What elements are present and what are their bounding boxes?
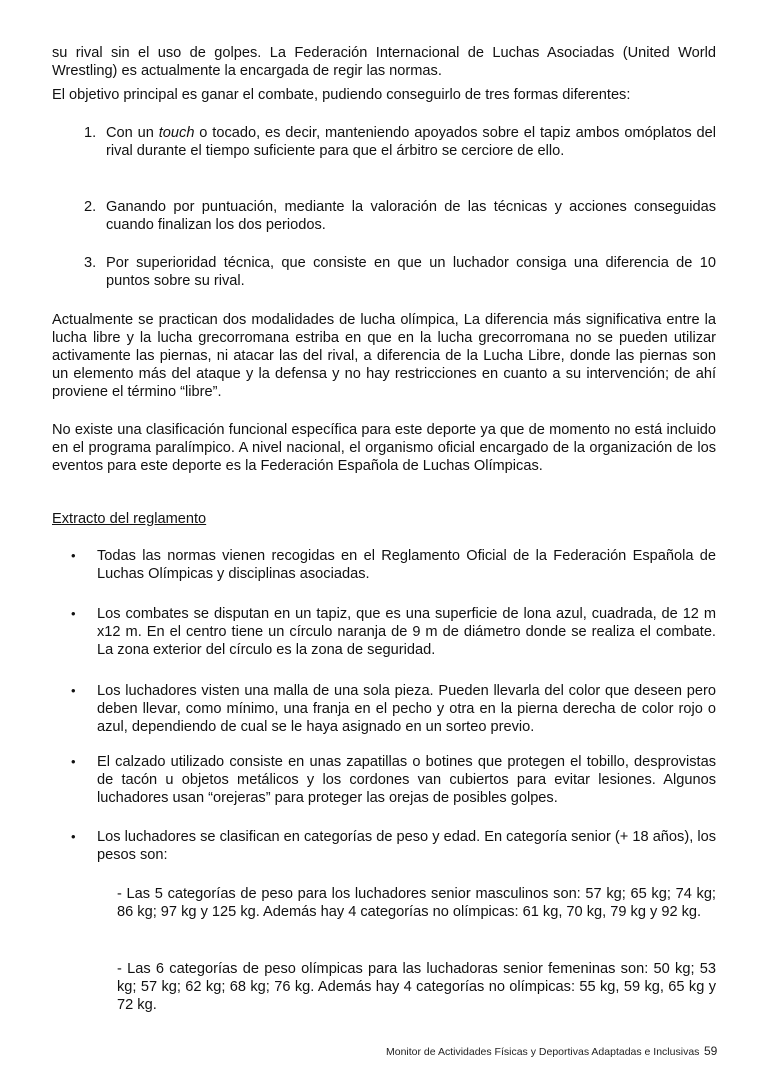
intro-paragraph: su rival sin el uso de golpes. La Federación Internacional de Luchas Asociadas (United World Wrestling) es actualmente la encargada de regir las normas.: [52, 45, 716, 79]
bullet-icon: •: [71, 683, 76, 698]
emphasis-touch: touch: [158, 125, 195, 141]
bullet-icon: •: [71, 754, 76, 769]
bullet-icon: •: [71, 829, 76, 844]
modalities-paragraph: Actualmente se practican dos modalidades de lucha olímpica, La diferencia más significativa entre la lucha libre y la lucha grecorromana estriba en que en la lucha grecorromana no se pueden utilizar activamente las piernas, ni atacar las del rival, a diferencia de la Lucha Libre, donde las piernas son un elemento más del ataque y la defensa y no hay restricciones en cuanto a su intervención; de ahí proviene el término “libre”.: [52, 312, 716, 400]
rule-list-item: [71, 828, 716, 864]
list-number: 1.: [84, 125, 97, 141]
rule-text: Los luchadores visten una malla de una sola pieza. Pueden llevarla del color que deseen pero deben llevar, como mínimo, una franja en el pecho y otra en la pierna derecha de color rojo o azul, dependiendo de cual se le haya asignado en un sorteo previo.: [97, 683, 716, 735]
rule-text: Todas las normas vienen recogidas en el Reglamento Oficial de la Federación Española de Luchas Olímpicas y disciplinas asociadas.: [97, 548, 716, 582]
rule-list-item: [71, 753, 716, 807]
bullet-icon: •: [71, 606, 76, 621]
bullet-icon: •: [71, 548, 76, 563]
list-text-pre: Con un: [106, 125, 159, 141]
ordered-list-item: [84, 254, 716, 290]
weight-category-item: - Las 6 categorías de peso olímpicas para las luchadoras senior femeninas son: 50 kg; 53 kg; 57 kg; 62 kg; 68 kg; 76 kg. Además hay 4 categorías no olímpicas: 55 kg, 59 kg, 65 kg y 72 kg.: [117, 961, 716, 1013]
list-text: Ganando por puntuación, mediante la valoración de las técnicas y acciones conseguidas cuando finalizan los dos periodos.: [106, 199, 716, 233]
list-number: 3.: [84, 255, 97, 271]
footer-title: Monitor de Actividades Físicas y Deportivas Adaptadas e Inclusivas: [386, 1046, 700, 1058]
rule-text: Los luchadores se clasifican en categorías de peso y edad. En categoría senior (+ 18 años), los pesos son:: [97, 829, 716, 863]
rule-list-item: [71, 605, 716, 659]
ordered-list-item: [84, 124, 716, 160]
section-heading: Extracto del reglamento: [52, 511, 207, 527]
list-number: 2.: [84, 199, 97, 215]
ordered-list-item: [84, 198, 716, 234]
rule-list-item: [71, 547, 716, 583]
list-text-post: o tocado, es decir, manteniendo apoyados sobre el tapiz ambos omóplatos del rival durante el tiempo suficiente para que el árbitro se cerciore de ello.: [106, 125, 716, 159]
classification-paragraph: No existe una clasificación funcional específica para este deporte ya que de momento no está incluido en el programa paralímpico. A nivel nacional, el organismo oficial encargado de la organización de los eventos para este deporte es la Federación Española de Luchas Olímpicas.: [52, 422, 716, 474]
weight-category-item: - Las 5 categorías de peso para los luchadores senior masculinos son: 57 kg; 65 kg; 74 kg; 86 kg; 97 kg y 125 kg. Además hay 4 categorías no olímpicas: 61 kg, 70 kg, 79 kg y 92 kg.: [117, 886, 716, 920]
rule-text: El calzado utilizado consiste en unas zapatillas o botines que protegen el tobillo, desprovistas de tacón u objetos metálicos y los cordones van cubiertos para evitar lesiones. Algunos luchadores usan “orejeras” para proteger las orejas de posibles golpes.: [97, 754, 716, 806]
objective-paragraph: El objetivo principal es ganar el combate, pudiendo conseguirlo de tres formas diferentes:: [52, 87, 631, 103]
page-number: 59: [704, 1044, 718, 1058]
list-text: Por superioridad técnica, que consiste en que un luchador consiga una diferencia de 10 puntos sobre su rival.: [106, 255, 716, 289]
rule-text: Los combates se disputan en un tapiz, que es una superficie de lona azul, cuadrada, de 12 m x12 m. En el centro tiene un círculo naranja de 9 m de diámetro donde se realiza el combate. La zona exterior del círculo es la zona de seguridad.: [97, 606, 716, 658]
rule-list-item: [71, 682, 716, 736]
